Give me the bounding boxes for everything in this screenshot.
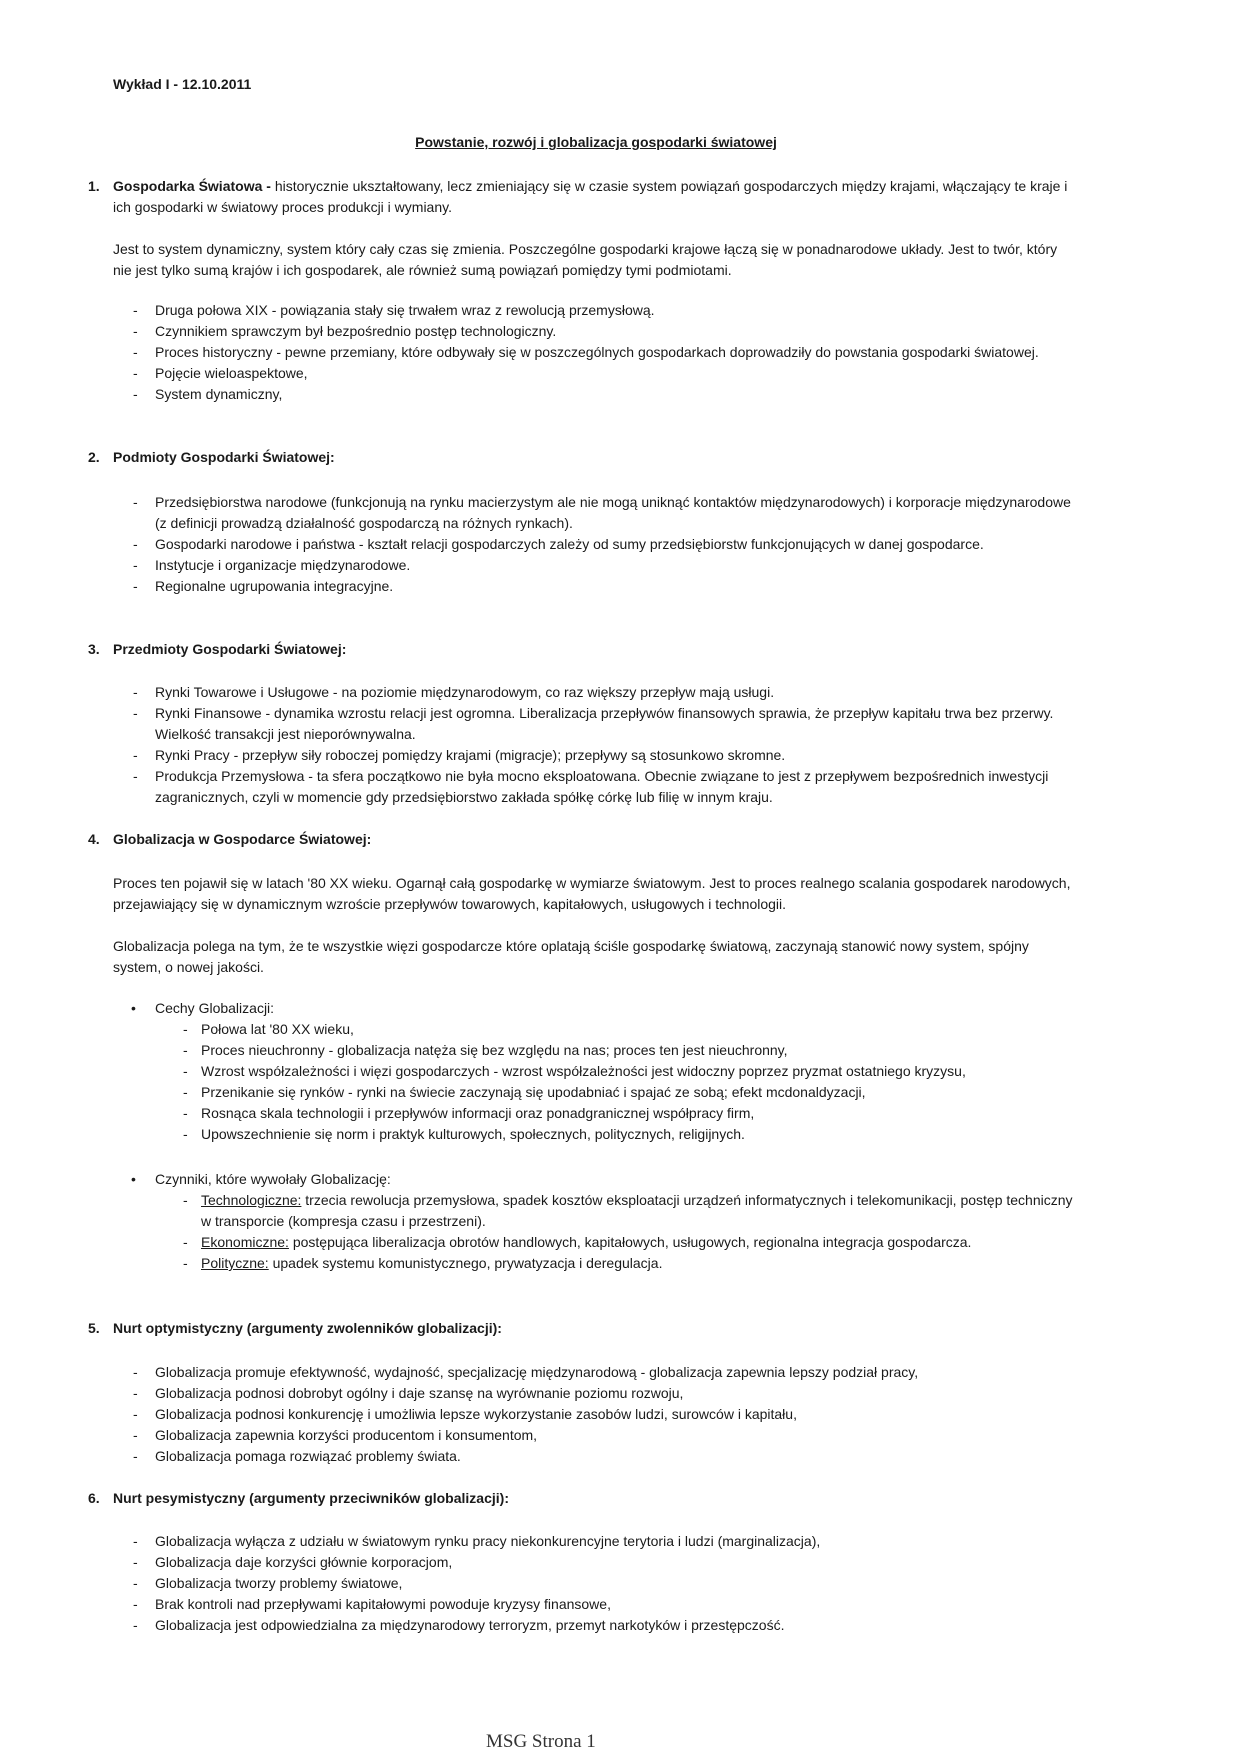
- factors-sublist: [155, 1190, 1078, 1274]
- factor-key: Ekonomiczne:: [201, 1234, 289, 1250]
- list-item: - Regionalne ugrupowania integracyjne.: [131, 576, 1073, 597]
- list-item: - Wzrost współzależności i więzi gospodarczych - wzrost współzależności jest widoczny poprzez pryzmat ostatniego kryzysu,: [181, 1061, 1078, 1082]
- factor-text: upadek systemu komunistycznego, prywatyzacja i deregulacja.: [268, 1255, 663, 1271]
- list-item: - Globalizacja zapewnia korzyści producentom i konsumentom,: [131, 1425, 1073, 1446]
- section-1-definition: historycznie ukształtowany, lecz zmieniający się w czasie system powiązań gospodarczych między krajami, włączający te kraje i ich gospodarki w światowy proces produkcji i wymiany.: [113, 178, 1068, 215]
- section-6-title: Nurt pesymistyczny (argumenty przeciwników globalizacji):: [113, 1490, 509, 1506]
- features-list: [128, 998, 1078, 1145]
- section-6-heading: [88, 1490, 509, 1506]
- section-3-number: 3.: [88, 641, 100, 657]
- section-4-title: Globalizacja w Gospodarce Światowej:: [113, 831, 372, 847]
- list-item: - Globalizacja tworzy problemy światowe,: [131, 1573, 1073, 1594]
- section-1-list: [131, 300, 1073, 405]
- section-3-title: Przedmioty Gospodarki Światowej:: [113, 641, 347, 657]
- section-1-paragraph: Jest to system dynamiczny, system który cały czas się zmienia. Poszczególne gospodarki krajowe łączą się w ponadnarodowe układy. Jest to twór, który nie jest tylko sumą krajów i ich gospodarek, ale również sumą powiązań pomiędzy tymi podmiotami.: [113, 241, 1058, 278]
- factors-label: Czynniki, które wywołały Globalizację:: [155, 1171, 391, 1187]
- section-1: [88, 176, 1078, 218]
- list-item: - Instytucje i organizacje międzynarodowe.: [131, 555, 1073, 576]
- list-item: - Proces nieuchronny - globalizacja natęża się bez względu na nas; proces ten jest nieuchronny,: [181, 1040, 1078, 1061]
- section-2-title: Podmioty Gospodarki Światowej:: [113, 449, 335, 465]
- bullet-icon: •: [131, 1171, 136, 1187]
- section-4-heading: [88, 831, 371, 847]
- section-4-paragraph-1: Proces ten pojawił się w latach '80 XX wieku. Ogarnął całą gospodarkę w wymiarze światowym. Jest to proces realnego scalania gospodarek narodowych, przejawiający się w dynamicznym wzroście przepływów towarowych, kapitałowych, usługowych i technologii.: [113, 875, 1071, 912]
- factor-key: Technologiczne:: [201, 1192, 302, 1208]
- list-item: - Przenikanie się rynków - rynki na świecie zaczynają się upodabniać i spajać ze sobą; efekt mcdonaldyzacji,: [181, 1082, 1078, 1103]
- list-item: - Globalizacja promuje efektywność, wydajność, specjalizację międzynarodową - globalizacja zapewnia lepszy podział pracy,: [131, 1362, 1073, 1383]
- features-label: Cechy Globalizacji:: [155, 1000, 275, 1016]
- section-2-heading: [88, 449, 335, 465]
- list-item: - System dynamiczny,: [131, 384, 1073, 405]
- list-item: - Brak kontroli nad przepływami kapitałowymi powoduje kryzysy finansowe,: [131, 1594, 1073, 1615]
- factor-key: Polityczne:: [201, 1255, 269, 1271]
- list-item: [181, 1253, 1078, 1274]
- list-item: - Rosnąca skala technologii i przepływów informacji oraz ponadgranicznej współpracy firm,: [181, 1103, 1078, 1124]
- factor-text: postępująca liberalizacja obrotów handlowych, kapitałowych, usługowych, regionalna integracja gospodarcza.: [288, 1234, 972, 1250]
- list-item: - Globalizacja podnosi dobrobyt ogólny i daje szansę na wyrównanie poziomu rozwoju,: [131, 1383, 1073, 1404]
- list-item: - Druga połowa XIX - powiązania stały się trwałem wraz z rewolucją przemysłową.: [131, 300, 1073, 321]
- features-sublist: [155, 1019, 1078, 1145]
- bullet-icon: •: [131, 1000, 136, 1016]
- lecture-header: Wykład I - 12.10.2011: [113, 76, 252, 92]
- list-item: - Rynki Towarowe i Usługowe - na poziomie międzynarodowym, co raz większy przepływ mają usługi.: [131, 682, 1073, 703]
- features-item: [128, 998, 1078, 1145]
- list-item: - Globalizacja pomaga rozwiązać problemy świata.: [131, 1446, 1073, 1467]
- section-4-paragraph-2: Globalizacja polega na tym, że te wszystkie więzi gospodarcze które oplatają ściśle gospodarkę światową, zaczynają stanowić nowy system, spójny system, o nowej jakości.: [113, 938, 1029, 975]
- list-item: - Rynki Pracy - przepływ siły roboczej pomiędzy krajami (migracje); przepływy są stosunkowo skromne.: [131, 745, 1073, 766]
- list-item: [181, 1232, 1078, 1253]
- page-footer: MSG Strona 1: [486, 1731, 596, 1752]
- list-item: - Gospodarki narodowe i państwa - kształt relacji gospodarczych zależy od sumy przedsiębiorstw funkcjonujących w danej gospodarce.: [131, 534, 1073, 555]
- factors-list: [128, 1169, 1078, 1274]
- section-5-title: Nurt optymistyczny (argumenty zwolenników globalizacji):: [113, 1320, 502, 1336]
- list-item: - Globalizacja podnosi konkurencję i umożliwia lepsze wykorzystanie zasobów ludzi, surowców i kapitału,: [131, 1404, 1073, 1425]
- section-5-list: [131, 1362, 1073, 1467]
- list-item: - Produkcja Przemysłowa - ta sfera początkowo nie była mocno eksploatowana. Obecnie związane to jest z przepływem bezpośrednich inwestycji zagranicznych, czyli w momencie gdy przedsiębiorstwo zakłada spółkę córkę lub filię w innym kraju.: [131, 766, 1073, 808]
- section-4-number: 4.: [88, 831, 100, 847]
- list-item: [181, 1190, 1078, 1232]
- list-item: - Upowszechnienie się norm i praktyk kulturowych, społecznych, politycznych, religijnych.: [181, 1124, 1078, 1145]
- document-title: Powstanie, rozwój i globalizacja gospodarki światowej: [415, 134, 777, 150]
- section-3-heading: [88, 641, 346, 657]
- factors-item: [128, 1169, 1078, 1274]
- list-item: - Połowa lat '80 XX wieku,: [181, 1019, 1078, 1040]
- section-1-term: Gospodarka Światowa -: [113, 178, 271, 194]
- section-5-heading: [88, 1320, 502, 1336]
- section-5-number: 5.: [88, 1320, 100, 1336]
- section-6-number: 6.: [88, 1490, 100, 1506]
- section-1-number: 1.: [88, 178, 100, 194]
- list-item: - Proces historyczny - pewne przemiany, które odbywały się w poszczególnych gospodarkach doprowadziły do powstania gospodarki światowej.: [131, 342, 1073, 363]
- section-3-list: [131, 682, 1073, 808]
- section-2-list: [131, 492, 1073, 597]
- list-item: - Globalizacja wyłącza z udziału w światowym rynku pracy niekonkurencyjne terytoria i ludzi (marginalizacja),: [131, 1531, 1073, 1552]
- list-item: - Pojęcie wieloaspektowe,: [131, 363, 1073, 384]
- list-item: - Globalizacja daje korzyści głównie korporacjom,: [131, 1552, 1073, 1573]
- list-item: - Czynnikiem sprawczym był bezpośrednio postęp technologiczny.: [131, 321, 1073, 342]
- list-item: - Przedsiębiorstwa narodowe (funkcjonują na rynku macierzystym ale nie mogą uniknąć kontaktów międzynarodowych) i korporacje międzynarodowe (z definicji prowadzą działalność gospodarczą na różnych rynkach).: [131, 492, 1073, 534]
- list-item: - Globalizacja jest odpowiedzialna za międzynarodowy terroryzm, przemyt narkotyków i przestępczość.: [131, 1615, 1073, 1636]
- section-6-list: [131, 1531, 1073, 1636]
- list-item: - Rynki Finansowe - dynamika wzrostu relacji jest ogromna. Liberalizacja przepływów finansowych sprawia, że przepływ kapitału trwa bez przerwy. Wielkość transakcji jest nieporównywalna.: [131, 703, 1073, 745]
- factor-text: trzecia rewolucja przemysłowa, spadek kosztów eksploatacji urządzeń informatycznych i telekomunikacji, postęp techniczny w transporcie (kompresja czasu i przestrzeni).: [201, 1192, 1073, 1229]
- section-2-number: 2.: [88, 449, 100, 465]
